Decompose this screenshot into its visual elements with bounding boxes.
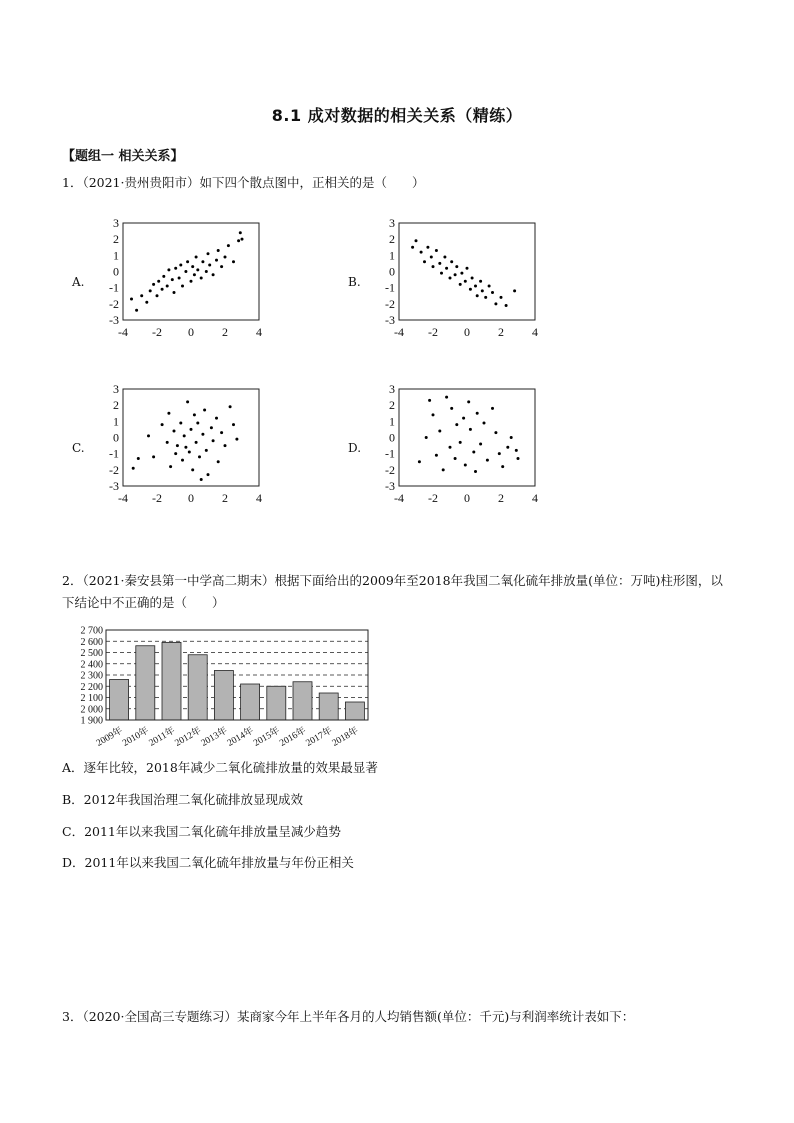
- y-tick-label: 2 700: [80, 625, 103, 637]
- scatter-point: [488, 285, 491, 288]
- scatter-point: [183, 434, 186, 437]
- x-tick-label: 2015年: [252, 725, 282, 749]
- scatter-point: [220, 431, 223, 434]
- y-tick-label: 1 900: [80, 715, 103, 727]
- bar: [293, 682, 312, 720]
- scatter-point: [506, 446, 509, 449]
- bar: [319, 693, 338, 720]
- y-tick-label: -1: [109, 446, 119, 461]
- scatter-point: [513, 289, 516, 292]
- scatter-plot-d: [376, 381, 546, 511]
- scatter-point: [467, 400, 470, 403]
- scatter-point: [425, 436, 428, 439]
- x-tick-label: 2018年: [330, 725, 361, 749]
- y-tick-label: 0: [113, 430, 119, 445]
- scatter-point: [449, 276, 452, 279]
- scatter-point: [215, 259, 218, 262]
- y-tick-label: -3: [385, 313, 395, 327]
- scatter-point: [498, 452, 501, 455]
- scatter-point: [491, 407, 494, 410]
- scatter-point: [445, 267, 448, 270]
- scatter-point: [169, 465, 172, 468]
- scatter-point: [445, 396, 448, 399]
- scatter-point: [474, 285, 477, 288]
- scatter-point: [418, 460, 421, 463]
- scatter-plot-a: [100, 215, 270, 345]
- x-tick-label: -4: [118, 325, 128, 339]
- scatter-point: [505, 304, 508, 307]
- scatter-point: [464, 463, 467, 466]
- option-d-label: D.: [348, 441, 362, 455]
- scatter-point: [235, 438, 238, 441]
- scatter-point: [195, 255, 198, 258]
- scatter-point: [174, 267, 177, 270]
- q2-option-d: D．2011年以来我国二氧化硫年排放量与年份正相关: [62, 855, 354, 870]
- scatter-point: [174, 452, 177, 455]
- bar: [110, 680, 129, 721]
- scatter-point: [454, 457, 457, 460]
- scatter-point: [459, 283, 462, 286]
- scatter-point: [152, 455, 155, 458]
- scatter-point: [428, 399, 431, 402]
- scatter-point: [471, 276, 474, 279]
- scatter-point: [486, 459, 489, 462]
- scatter-point: [207, 473, 210, 476]
- y-tick-label: 2: [113, 398, 119, 413]
- scatter-point: [224, 255, 227, 258]
- scatter-point: [440, 272, 443, 275]
- scatter-point: [190, 428, 193, 431]
- group-heading: 【题组一 相关关系】: [62, 149, 184, 164]
- scatter-point: [517, 457, 520, 460]
- scatter-point: [500, 296, 503, 299]
- scatter-point: [147, 434, 150, 437]
- y-tick-label: 0: [389, 430, 395, 445]
- scatter-point: [191, 468, 194, 471]
- scatter-point: [135, 309, 138, 312]
- scatter-point: [198, 455, 201, 458]
- scatter-point: [435, 454, 438, 457]
- scatter-point: [442, 468, 445, 471]
- question-2-text: 2．（2021·秦安县第一中学高二期末）根据下面给出的2009年至2018年我国二氧化硫年排放量(单位：万吨)柱形图，以下结论中不正确的是（ ）: [62, 573, 723, 610]
- y-tick-label: 2 400: [80, 659, 103, 671]
- y-tick-label: 3: [113, 382, 119, 396]
- scatter-point: [173, 291, 176, 294]
- scatter-point: [191, 265, 194, 268]
- y-tick-label: 2 300: [80, 670, 103, 682]
- scatter-point: [479, 280, 482, 283]
- scatter-point: [166, 285, 169, 288]
- y-tick-label: 2 500: [80, 648, 103, 659]
- scatter-point: [454, 273, 457, 276]
- x-tick-label: -2: [428, 325, 438, 339]
- scatter-point: [217, 460, 220, 463]
- scatter-point: [203, 409, 206, 412]
- scatter-point: [130, 297, 133, 300]
- scatter-point: [212, 273, 215, 276]
- scatter-point: [232, 423, 235, 426]
- scatter-point: [215, 417, 218, 420]
- x-tick-label: -2: [152, 491, 162, 505]
- y-tick-label: 2 200: [80, 681, 103, 693]
- scatter-point: [149, 289, 152, 292]
- x-tick-label: 2: [222, 325, 228, 339]
- y-tick-label: 1: [389, 414, 395, 429]
- scatter-point: [145, 301, 148, 304]
- x-tick-label: 4: [532, 491, 538, 505]
- y-tick-label: 2: [389, 398, 395, 413]
- scatter-point: [481, 289, 484, 292]
- bar: [241, 684, 260, 720]
- scatter-point: [426, 246, 429, 249]
- scatter-point: [464, 280, 467, 283]
- y-tick-label: 1: [389, 248, 395, 263]
- y-tick-label: -3: [109, 313, 119, 327]
- y-tick-label: -1: [385, 280, 395, 295]
- x-tick-label: 2: [222, 491, 228, 505]
- y-tick-label: -3: [385, 479, 395, 493]
- scatter-point: [181, 285, 184, 288]
- x-tick-label: 0: [464, 491, 470, 505]
- scatter-point: [212, 439, 215, 442]
- y-tick-label: 1: [113, 414, 119, 429]
- x-tick-label: -2: [152, 325, 162, 339]
- scatter-point: [438, 262, 441, 265]
- scatter-point: [435, 249, 438, 252]
- scatter-point: [178, 276, 181, 279]
- page-title: 8.1 成对数据的相关关系（精练）: [271, 106, 523, 125]
- x-tick-label: 2: [498, 491, 504, 505]
- y-tick-label: 2 000: [80, 704, 103, 716]
- x-tick-label: 2011年: [147, 725, 177, 749]
- scatter-point: [423, 260, 426, 263]
- y-tick-label: -2: [109, 296, 119, 311]
- scatter-point: [184, 270, 187, 273]
- x-tick-label: 0: [464, 325, 470, 339]
- scatter-point: [459, 441, 462, 444]
- scatter-point: [491, 291, 494, 294]
- y-tick-label: 2 100: [80, 693, 103, 704]
- scatter-point: [186, 260, 189, 263]
- scatter-point: [200, 276, 203, 279]
- scatter-point: [132, 467, 135, 470]
- x-tick-label: -4: [394, 325, 404, 339]
- y-tick-label: -2: [109, 462, 119, 477]
- y-tick-label: 2: [113, 232, 119, 247]
- y-tick-label: -3: [109, 479, 119, 493]
- scatter-point: [476, 412, 479, 415]
- bar: [214, 671, 233, 721]
- scatter-point: [501, 465, 504, 468]
- scatter-point: [466, 267, 469, 270]
- scatter-point: [210, 426, 213, 429]
- scatter-point: [140, 294, 143, 297]
- scatter-point: [237, 239, 240, 242]
- x-tick-label: 2012年: [173, 725, 204, 749]
- scatter-point: [494, 431, 497, 434]
- scatter-point: [430, 255, 433, 258]
- x-tick-label: 0: [188, 491, 194, 505]
- bar: [136, 646, 155, 720]
- plot-frame: [123, 223, 259, 320]
- scatter-point: [201, 260, 204, 263]
- scatter-point: [432, 413, 435, 416]
- scatter-point: [232, 260, 235, 263]
- y-tick-label: -1: [109, 280, 119, 295]
- question-1-text: 1．（2021·贵州贵阳市）如下四个散点图中，正相关的是（ ）: [62, 175, 425, 190]
- scatter-point: [173, 430, 176, 433]
- question-3-text: 3．（2020·全国高三专题练习）某商家今年上半年各月的人均销售额(单位：千元)与利润率统计表如下：: [62, 1009, 635, 1024]
- scatter-point: [483, 421, 486, 424]
- y-tick-label: 2: [389, 232, 395, 247]
- x-tick-label: 0: [188, 325, 194, 339]
- scatter-point: [176, 444, 179, 447]
- scatter-point: [181, 459, 184, 462]
- scatter-point: [193, 413, 196, 416]
- option-c-label: C.: [72, 441, 85, 455]
- scatter-plot-c: [100, 381, 270, 511]
- x-tick-label: 2014年: [225, 725, 256, 749]
- scatter-point: [472, 451, 475, 454]
- x-tick-label: 2009年: [94, 725, 125, 749]
- y-tick-label: 2 600: [80, 636, 103, 648]
- x-tick-label: 4: [532, 325, 538, 339]
- scatter-point: [494, 302, 497, 305]
- scatter-point: [190, 280, 193, 283]
- bar-chart-so2: [62, 622, 382, 752]
- x-tick-label: 2016年: [278, 725, 308, 749]
- option-b-label: B.: [348, 275, 361, 289]
- scatter-point: [196, 421, 199, 424]
- x-tick-label: -4: [118, 491, 128, 505]
- plot-frame: [123, 389, 259, 486]
- scatter-point: [193, 273, 196, 276]
- scatter-point: [474, 470, 477, 473]
- scatter-point: [166, 441, 169, 444]
- x-tick-label: 2017年: [304, 725, 335, 749]
- scatter-point: [449, 446, 452, 449]
- bar: [267, 686, 286, 720]
- scatter-point: [515, 449, 518, 452]
- scatter-point: [161, 288, 164, 291]
- scatter-point: [179, 421, 182, 424]
- scatter-point: [152, 283, 155, 286]
- scatter-point: [450, 407, 453, 410]
- scatter-point: [227, 244, 230, 247]
- x-tick-label: -2: [428, 491, 438, 505]
- y-tick-label: 3: [389, 216, 395, 230]
- bar: [188, 655, 207, 720]
- scatter-point: [207, 252, 210, 255]
- bar: [345, 702, 364, 720]
- scatter-point: [229, 405, 232, 408]
- scatter-point: [137, 457, 140, 460]
- scatter-point: [188, 451, 191, 454]
- scatter-point: [171, 278, 174, 281]
- scatter-point: [469, 428, 472, 431]
- scatter-point: [455, 265, 458, 268]
- y-tick-label: 3: [389, 382, 395, 396]
- scatter-point: [184, 446, 187, 449]
- scatter-point: [220, 265, 223, 268]
- scatter-point: [157, 280, 160, 283]
- scatter-point: [455, 423, 458, 426]
- scatter-point: [432, 265, 435, 268]
- y-tick-label: -2: [385, 462, 395, 477]
- scatter-point: [469, 288, 472, 291]
- scatter-point: [167, 412, 170, 415]
- y-tick-label: 3: [113, 216, 119, 230]
- y-tick-label: 0: [113, 264, 119, 279]
- scatter-point: [450, 260, 453, 263]
- scatter-point: [420, 251, 423, 254]
- scatter-point: [156, 294, 159, 297]
- x-tick-label: 2013年: [199, 725, 230, 749]
- scatter-point: [510, 436, 513, 439]
- y-tick-label: 1: [113, 248, 119, 263]
- scatter-point: [196, 268, 199, 271]
- scatter-point: [200, 478, 203, 481]
- scatter-plot-b: [376, 215, 546, 345]
- x-tick-label: 2010年: [121, 725, 151, 749]
- scatter-point: [205, 449, 208, 452]
- scatter-point: [217, 249, 220, 252]
- scatter-point: [179, 264, 182, 267]
- option-a-label: A.: [72, 275, 85, 289]
- x-tick-label: 4: [256, 491, 262, 505]
- scatter-point: [438, 430, 441, 433]
- scatter-point: [484, 296, 487, 299]
- y-tick-label: 0: [389, 264, 395, 279]
- q2-option-a: A．逐年比较，2018年减少二氧化硫排放量的效果最显著: [62, 760, 378, 775]
- scatter-point: [162, 275, 165, 278]
- scatter-point: [476, 294, 479, 297]
- scatter-point: [479, 442, 482, 445]
- scatter-point: [411, 246, 414, 249]
- plot-frame: [399, 389, 535, 486]
- scatter-point: [224, 444, 227, 447]
- scatter-point: [161, 423, 164, 426]
- scatter-point: [205, 270, 208, 273]
- x-tick-label: 4: [256, 325, 262, 339]
- q2-option-b: B．2012年我国治理二氧化硫排放显现成效: [62, 792, 303, 807]
- scatter-point: [415, 239, 418, 242]
- scatter-point: [462, 417, 465, 420]
- q2-option-c: C．2011年以来我国二氧化硫年排放量呈减少趋势: [62, 824, 341, 839]
- scatter-point: [460, 272, 463, 275]
- y-tick-label: -2: [385, 296, 395, 311]
- scatter-point: [208, 264, 211, 267]
- x-tick-label: -4: [394, 491, 404, 505]
- x-tick-label: 2: [498, 325, 504, 339]
- scatter-point: [201, 433, 204, 436]
- scatter-point: [195, 441, 198, 444]
- scatter-point: [443, 255, 446, 258]
- scatter-point: [239, 231, 242, 234]
- scatter-point: [186, 400, 189, 403]
- y-tick-label: -1: [385, 446, 395, 461]
- bar: [162, 642, 181, 720]
- scatter-point: [241, 238, 244, 241]
- plot-frame: [399, 223, 535, 320]
- scatter-point: [167, 268, 170, 271]
